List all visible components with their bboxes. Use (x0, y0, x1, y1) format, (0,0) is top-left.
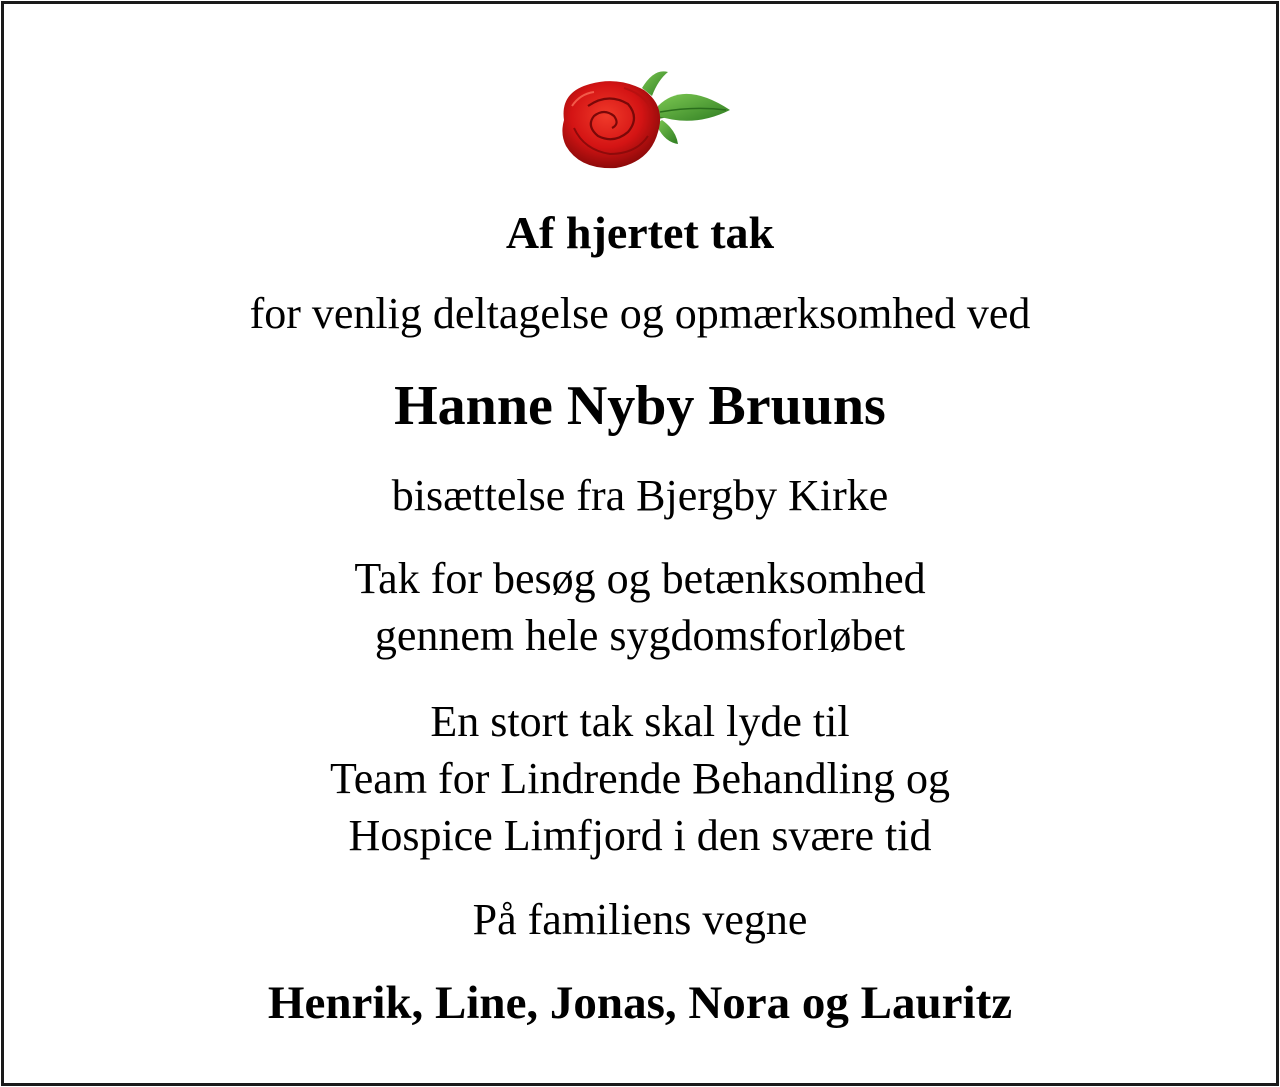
ceremony-text: bisættelse fra Bjergby Kirke (391, 471, 889, 520)
on-behalf-text: På familiens vegne (472, 895, 808, 944)
thanks-care-line-2: Team for Lindrende Behandling og (329, 754, 951, 803)
red-rose-icon (554, 66, 734, 174)
thanks-care-line-1: En stort tak skal lyde til (430, 697, 850, 746)
intro-text: for venlig deltagelse og opmærksomhed ved (249, 289, 1031, 338)
deceased-name: Hanne Nyby Bruuns (394, 375, 886, 437)
thanks-visit-line-2: gennem hele sygdomsforløbet (374, 611, 906, 660)
thanks-care-line-3: Hospice Limfjord i den svære tid (348, 811, 932, 860)
thank-you-notice (1, 1, 1279, 1086)
thanks-visit-line-1: Tak for besøg og betænksomhed (354, 554, 926, 603)
signers: Henrik, Line, Jonas, Nora og Lauritz (267, 977, 1013, 1029)
heading: Af hjertet tak (505, 207, 775, 258)
